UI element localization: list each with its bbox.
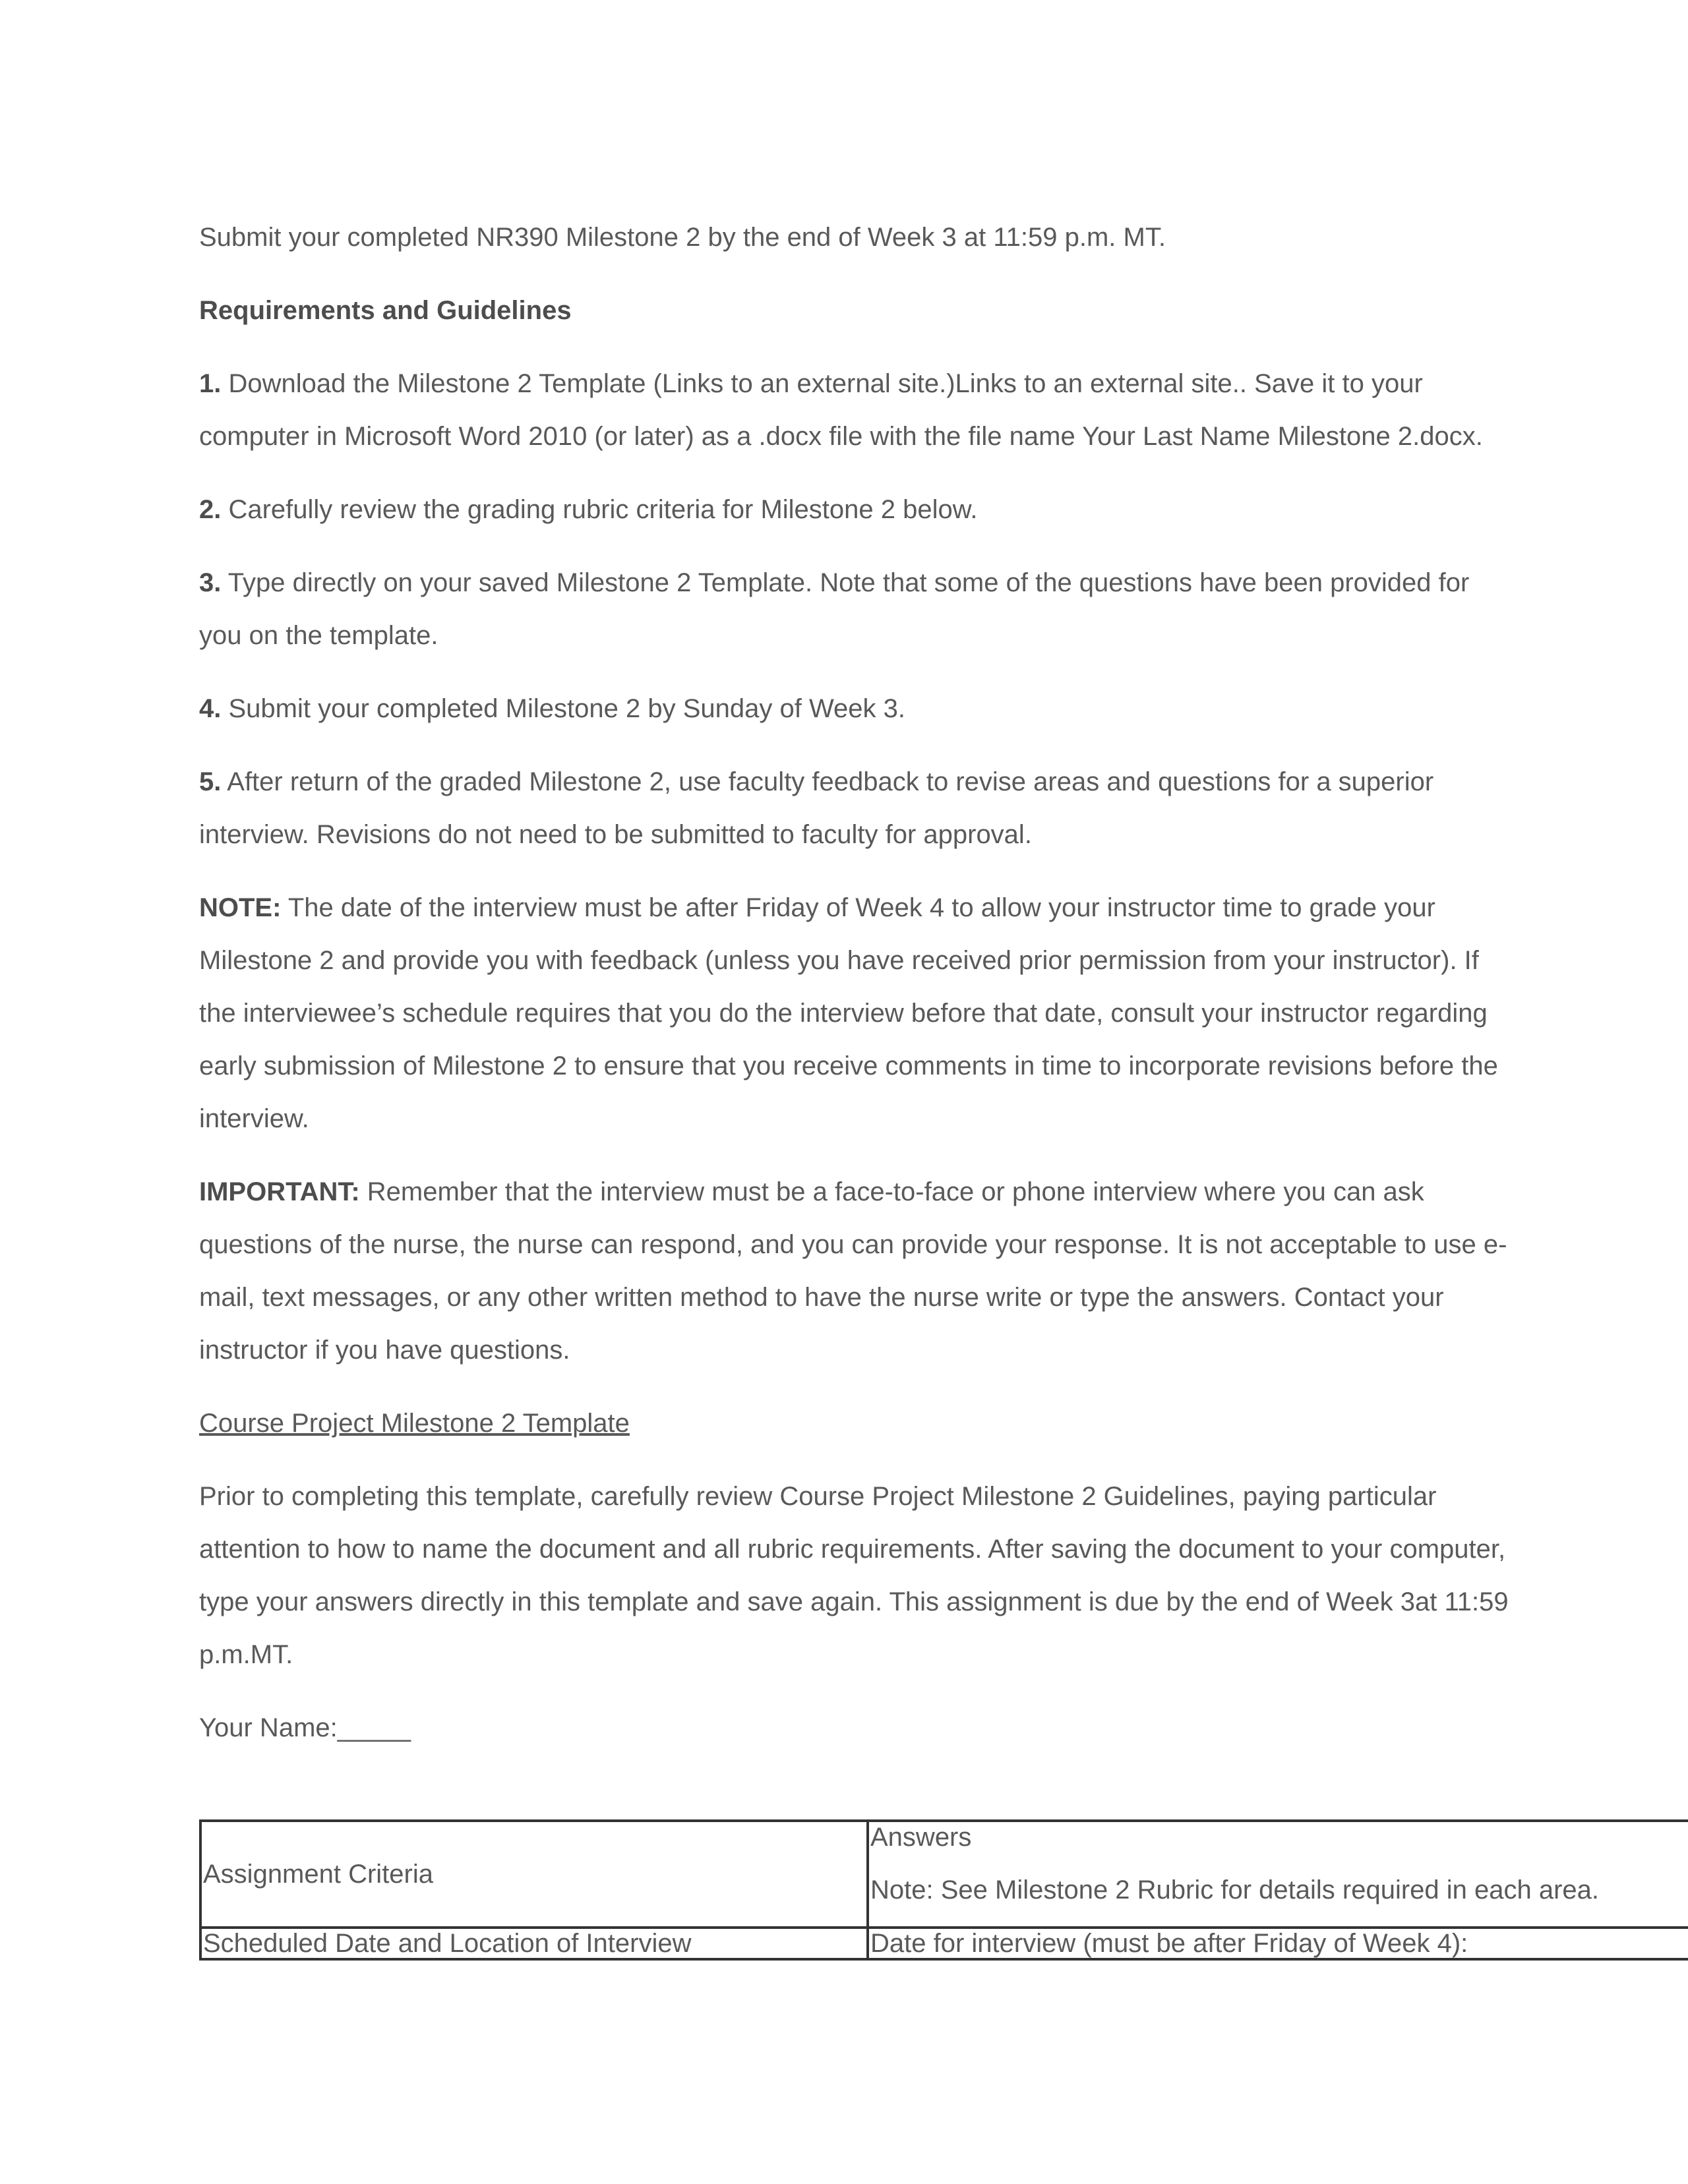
row-answer-cell[interactable]: Date for interview (must be after Friday of Week 4): (868, 1928, 1688, 1959)
template-link[interactable]: Course Project Milestone 2 Template (199, 1409, 630, 1438)
note-text: The date of the interview must be after Friday of Week 4 to allow your instructor time to grade your Milestone 2 and provide you with feedback (unless you have received prior permission from your instructor). If the interviewee’s schedule requires that you do the interview before that date, consult your instructor regarding early submission of Milestone 2 to ensure that you receive comments in time to incorporate revisions before the interview. (199, 893, 1498, 1133)
table-row (200, 1928, 1688, 1959)
step-text: Submit your completed Milestone 2 by Sunday of Week 3. (221, 694, 905, 723)
note-label: NOTE: (199, 893, 282, 922)
step-text: Type directly on your saved Milestone 2 Template. Note that some of the questions have been provided for you on the template. (199, 568, 1470, 650)
template-intro-paragraph: Prior to completing this template, carefully review Course Project Milestone 2 Guidelines, paying particular attention to how to name the document and all rubric requirements. After saving the document to your computer, type your answers directly in this template and save again. This assignment is due by the end of Week 3at 11:59 p.m.MT. (199, 1482, 1509, 1669)
step-number: 1. (199, 369, 222, 398)
step-text: Carefully review the grading rubric criteria for Milestone 2 below. (221, 495, 978, 524)
step-number: 4. (199, 694, 222, 723)
document-body (199, 211, 1518, 1775)
important-label: IMPORTANT: (199, 1177, 360, 1206)
table-header-row (200, 1821, 1688, 1928)
step-text: Download the Milestone 2 Template (Links to an external site.)Links to an external site.. Save it to your computer in Microsoft Word 2010 (or later) as a .docx file with the file name Your Last Name Milestone 2.docx. (199, 369, 1483, 451)
step-number: 3. (199, 568, 222, 597)
step-number: 2. (199, 495, 222, 524)
step-5 (199, 755, 1518, 861)
step-1 (199, 357, 1518, 463)
step-text: After return of the graded Milestone 2, use faculty feedback to revise areas and questions for a superior interview. Revisions do not need to be submitted to faculty for approval. (199, 767, 1434, 849)
header-answers-label: Answers (870, 1823, 972, 1852)
step-4 (199, 682, 1518, 735)
important-paragraph (199, 1166, 1518, 1376)
step-3 (199, 556, 1518, 662)
row-criteria-cell: Scheduled Date and Location of Interview (200, 1928, 868, 1959)
header-answers-note: Note: See Milestone 2 Rubric for details required in each area. (870, 1875, 1600, 1904)
important-text: Remember that the interview must be a face-to-face or phone interview where you can ask questions of the nurse, the nurse can respond, and you can provide your response. It is not acceptable to use e-mail, text messages, or any other written method to have the nurse write or type the answers. Contact your instructor if you have questions. (199, 1177, 1507, 1365)
note-paragraph (199, 881, 1518, 1145)
step-2 (199, 483, 1518, 536)
template-link-paragraph (199, 1397, 1518, 1450)
intro-paragraph: Submit your completed NR390 Milestone 2 by the end of Week 3 at 11:59 p.m. MT. (199, 223, 1166, 252)
your-name-line: Your Name:_____ (199, 1713, 411, 1742)
header-criteria-cell: Assignment Criteria (200, 1821, 868, 1928)
criteria-table (199, 1819, 1688, 1961)
requirements-heading: Requirements and Guidelines (199, 296, 572, 325)
step-number: 5. (199, 767, 222, 796)
header-answers-cell (868, 1821, 1688, 1928)
